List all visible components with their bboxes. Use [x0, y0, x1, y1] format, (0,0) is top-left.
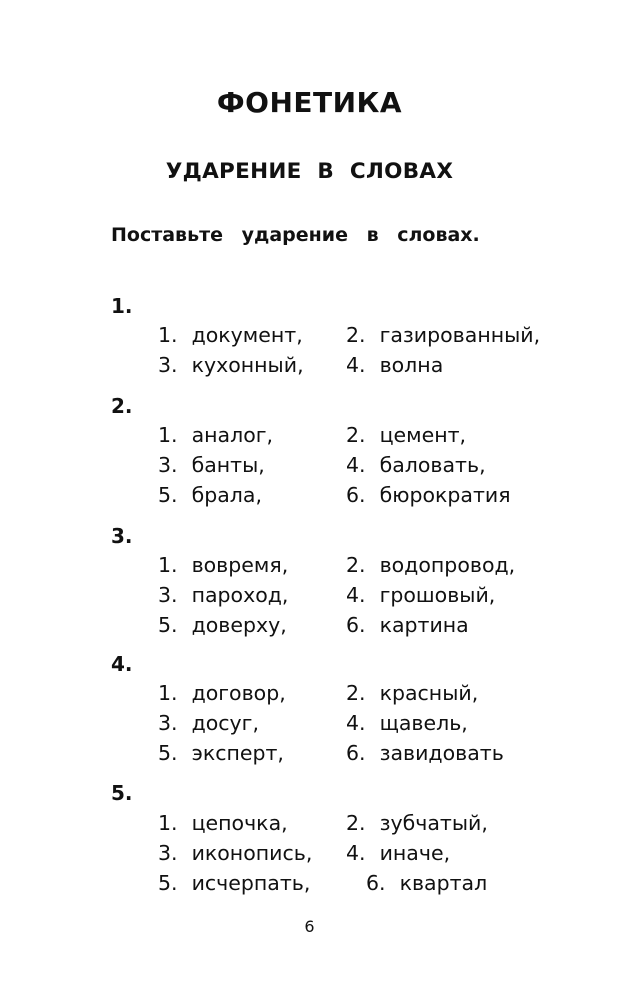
group-3-item-1 — [158, 553, 288, 577]
page-number: 6 — [304, 917, 315, 936]
group-number-4: 4. — [111, 652, 133, 676]
item-word: грошовый, — [379, 583, 496, 607]
group-4-item-6 — [346, 741, 504, 765]
group-3-item-5 — [158, 613, 287, 637]
group-number-5: 5. — [111, 781, 133, 805]
item-word: эксперт, — [191, 741, 284, 765]
item-number: 5. — [158, 741, 178, 765]
group-3-item-4 — [346, 583, 495, 607]
item-number: 3. — [158, 453, 178, 477]
item-number: 3. — [158, 841, 178, 865]
item-word: водопровод, — [379, 553, 516, 577]
item-word: банты, — [191, 453, 265, 477]
group-1-item-2 — [346, 323, 540, 347]
group-4-item-2 — [346, 681, 478, 705]
item-number: 6. — [366, 871, 386, 895]
item-word: доверху, — [191, 613, 287, 637]
group-4-item-5 — [158, 741, 284, 765]
item-number: 4. — [346, 711, 366, 735]
item-number: 6. — [346, 483, 366, 507]
item-word: исчерпать, — [191, 871, 311, 895]
group-number-2: 2. — [111, 394, 133, 418]
group-1-item-1 — [158, 323, 303, 347]
item-word: пароход, — [191, 583, 289, 607]
group-5-item-2 — [346, 811, 488, 835]
item-word: вовремя, — [191, 553, 289, 577]
item-word: квартал — [399, 871, 488, 895]
item-number: 4. — [346, 841, 366, 865]
item-word: бюрократия — [379, 483, 511, 507]
group-1-item-3 — [158, 353, 304, 377]
item-word: волна — [379, 353, 444, 377]
item-word: щавель, — [379, 711, 468, 735]
group-number-3: 3. — [111, 524, 133, 548]
item-number: 6. — [346, 741, 366, 765]
group-2-item-4 — [346, 453, 486, 477]
group-4-item-4 — [346, 711, 468, 735]
group-3-item-6 — [346, 613, 469, 637]
item-number: 5. — [158, 483, 178, 507]
group-number-1: 1. — [111, 294, 133, 318]
item-number: 3. — [158, 353, 178, 377]
item-word: иконопись, — [191, 841, 313, 865]
item-word: кухонный, — [191, 353, 304, 377]
group-5-item-4 — [346, 841, 450, 865]
group-2-item-5 — [158, 483, 262, 507]
item-number: 1. — [158, 681, 178, 705]
item-number: 4. — [346, 453, 366, 477]
group-3-item-2 — [346, 553, 515, 577]
page-title: ФОНЕТИКА — [216, 86, 403, 119]
group-5-item-5 — [158, 871, 310, 895]
item-number: 1. — [158, 323, 178, 347]
item-number: 5. — [158, 613, 178, 637]
group-5-item-1 — [158, 811, 288, 835]
item-number: 4. — [346, 583, 366, 607]
group-2-item-1 — [158, 423, 273, 447]
item-number: 4. — [346, 353, 366, 377]
item-word: газированный, — [379, 323, 541, 347]
group-3-item-3 — [158, 583, 288, 607]
item-word: аналог, — [191, 423, 274, 447]
item-word: завидовать — [379, 741, 504, 765]
item-word: картина — [379, 613, 469, 637]
item-number: 1. — [158, 553, 178, 577]
item-word: цепочка, — [191, 811, 288, 835]
item-number: 1. — [158, 811, 178, 835]
item-word: зубчатый, — [379, 811, 488, 835]
item-number: 3. — [158, 583, 178, 607]
section-subtitle: УДАРЕНИЕ В СЛОВАХ — [165, 159, 454, 184]
group-2-item-6 — [346, 483, 511, 507]
item-word: договор, — [191, 681, 286, 705]
group-4-item-3 — [158, 711, 259, 735]
item-word: цемент, — [379, 423, 467, 447]
item-word: красный, — [379, 681, 479, 705]
group-1-item-4 — [346, 353, 443, 377]
item-word: иначе, — [379, 841, 451, 865]
group-2-item-3 — [158, 453, 265, 477]
item-number: 2. — [346, 811, 366, 835]
item-number: 1. — [158, 423, 178, 447]
item-number: 5. — [158, 871, 178, 895]
item-word: досуг, — [191, 711, 259, 735]
item-number: 3. — [158, 711, 178, 735]
group-2-item-2 — [346, 423, 466, 447]
group-5-item-6 — [366, 871, 487, 895]
item-number: 6. — [346, 613, 366, 637]
instruction-text: Поставьте ударение в словах. — [111, 224, 480, 246]
group-4-item-1 — [158, 681, 286, 705]
item-number: 2. — [346, 323, 366, 347]
item-word: брала, — [191, 483, 262, 507]
item-word: документ, — [191, 323, 303, 347]
item-number: 2. — [346, 553, 366, 577]
group-5-item-3 — [158, 841, 312, 865]
item-word: баловать, — [379, 453, 486, 477]
item-number: 2. — [346, 681, 366, 705]
item-number: 2. — [346, 423, 366, 447]
